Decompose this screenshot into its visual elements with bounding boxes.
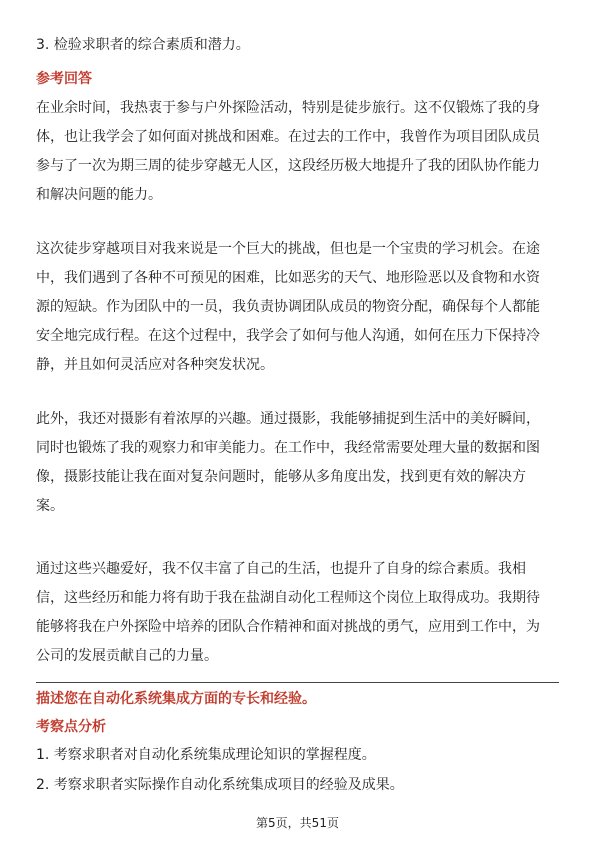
paragraph-line: 源的短缺。作为团队中的一员，我负责协调团队成员的物资分配，确保每个人都能 bbox=[36, 299, 540, 315]
paragraph-line: 中，我们遇到了各种不可预见的困难，比如恶劣的天气、地形险恶以及食物和水资 bbox=[36, 270, 540, 286]
paragraph-line: 能够将我在户外探险中培养的团队合作精神和面对挑战的勇气，应用到工作中，为 bbox=[36, 619, 540, 635]
answer-heading: 参考回答 bbox=[36, 71, 92, 87]
intro-list-item: 3. 检验求职者的综合素质和潜力。 bbox=[36, 37, 250, 53]
paragraph-line: 安全地完成行程。在这个过程中，我学会了如何与他人沟通，如何在压力下保持冷 bbox=[36, 328, 540, 344]
paragraph-line: 这次徒步穿越项目对我来说是一个巨大的挑战，但也是一个宝贵的学习机会。在途 bbox=[36, 241, 540, 257]
paragraph-line: 和解决问题的能力。 bbox=[36, 187, 162, 203]
paragraph-line: 案。 bbox=[36, 498, 64, 514]
paragraph-line: 此外，我还对摄影有着浓厚的兴趣。通过摄影，我能够捕捉到生活中的美好瞬间， bbox=[36, 411, 540, 427]
next-question: 描述您在自动化系统集成方面的专长和经验。 bbox=[36, 691, 316, 707]
analysis-item-1: 1. 考察求职者对自动化系统集成理论知识的掌握程度。 bbox=[36, 747, 376, 763]
paragraph-line: 信，这些经历和能力将有助于我在盐湖自动化工程师这个岗位上取得成功。我期待 bbox=[36, 590, 540, 606]
paragraph-line: 体，也让我学会了如何面对挑战和困难。在过去的工作中，我曾作为项目团队成员 bbox=[36, 129, 540, 145]
section-divider bbox=[36, 682, 559, 683]
paragraph-line: 静，并且如何灵活应对各种突发状况。 bbox=[36, 357, 274, 373]
page-footer: 第5页，共51页 bbox=[256, 816, 339, 830]
paragraph-line: 通过这些兴趣爱好，我不仅丰富了自己的生活，也提升了自身的综合素质。我相 bbox=[36, 561, 526, 577]
paragraph-line: 在业余时间，我热衷于参与户外探险活动，特别是徒步旅行。这不仅锻炼了我的身 bbox=[36, 100, 540, 116]
analysis-heading: 考察点分析 bbox=[36, 719, 106, 735]
paragraph-line: 像，摄影技能让我在面对复杂问题时，能够从多角度出发，找到更有效的解决方 bbox=[36, 469, 526, 485]
paragraph-line: 同时也锻炼了我的观察力和审美能力。在工作中，我经常需要处理大量的数据和图 bbox=[36, 440, 540, 456]
paragraph-line: 参与了一次为期三周的徒步穿越无人区，这段经历极大地提升了我的团队协作能力 bbox=[36, 158, 540, 174]
analysis-item-2: 2. 考察求职者实际操作自动化系统集成项目的经验及成果。 bbox=[36, 777, 404, 793]
paragraph-line: 公司的发展贡献自己的力量。 bbox=[36, 648, 218, 664]
